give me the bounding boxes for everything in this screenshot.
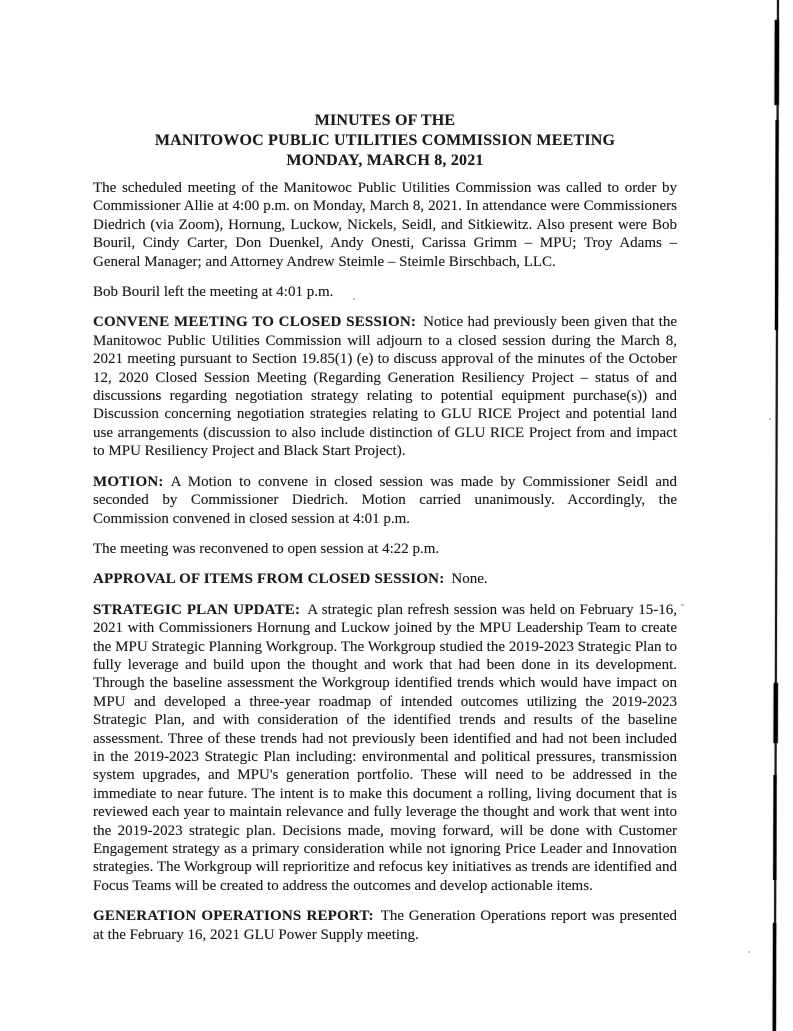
paragraph-strategic-plan-update xyxy=(93,601,677,896)
paragraph-heading: STRATEGIC PLAN UPDATE: xyxy=(93,601,301,618)
paragraph-bouril-left xyxy=(93,283,677,301)
paragraph-convene-closed-session xyxy=(93,313,677,460)
paragraph-heading: GENERATION OPERATIONS REPORT: xyxy=(93,908,374,925)
scan-blob xyxy=(774,683,778,743)
paragraph-text: Bob Bouril left the meeting at 4:01 p.m. xyxy=(93,284,334,301)
document-body xyxy=(93,111,677,956)
paragraph-text: A strategic plan refresh session was held on February 15-16, 2021 with Commissioners Hornung and Luckow joined by the MPU Leadership Team to create the MPU Strategic Planning Workgroup. The Workgroup studied the 2019-2023 Strategic Plan to fully leverage and build upon the thought and work that had been done in its development. Through the baseline assessment the Workgroup identified trends which would have impact on MPU and developed a three-year roadmap of intended outcomes utilizing the 2019-2023 Strategic Plan, and with consideration of the identified trends and results of the baseline assessment. Three of these trends had not previously been identified and had not been included in the 2019-2023 Strategic Plan including: environmental and political pressures, transmission system upgrades, and MPU's generation portfolio. These will need to be addressed in the immediate to near future. The intent is to make this document a rolling, living document that is reviewed each year to maintain relevance and fully leverage the thought and work that went into the 2019-2023 strategic plan. Decisions made, moving forward, will be done with Customer Engagement strategy as a primary consideration while not ignoring Price Leader and Innovation strategies. The Workgroup will reprioritize and refocus key initiatives as trends are identified and Focus Teams will be created to address the outcomes and develop actionable items. xyxy=(93,601,677,894)
paragraph-text: A Motion to convene in closed session was made by Commissioner Seidl and seconded by Commissioner Diedrich. Motion carried unanimously. Accordingly, the Commission convened in closed session at 4:01 p.m. xyxy=(93,473,677,527)
paragraph-motion xyxy=(93,473,677,528)
title-line-1: MINUTES OF THE xyxy=(314,112,456,129)
scan-blob xyxy=(775,20,779,105)
title-line-2: MANITOWOC PUBLIC UTILITIES COMMISSION MEETING xyxy=(154,132,616,149)
title-line-3: MONDAY, MARCH 8, 2021 xyxy=(286,152,484,169)
paragraph-heading: APPROVAL OF ITEMS FROM CLOSED SESSION: xyxy=(93,571,445,588)
scan-blob xyxy=(775,120,779,330)
document-title xyxy=(93,111,677,171)
paragraph-approval-closed-session xyxy=(93,570,677,588)
scan-blob xyxy=(772,923,776,1031)
paragraph-text: None. xyxy=(451,571,488,588)
paragraph-heading: MOTION: xyxy=(93,473,164,490)
scan-speck xyxy=(748,951,750,953)
paragraph-text: The Generation Operations report was presented at the February 16, 2021 GLU Power Supply meeting. xyxy=(93,908,677,943)
paragraph-call-to-order xyxy=(93,179,677,271)
paragraph-text: The meeting was reconvened to open session at 4:22 p.m. xyxy=(93,540,440,557)
paragraph-reconvened xyxy=(93,540,677,558)
scan-blob xyxy=(773,775,776,880)
paragraph-text: Notice had previously been given that the Manitowoc Public Utilities Commission will adjourn to a closed session during the March 8, 2021 meeting pursuant to Section 19.85(1) (e) to discuss approval of the minutes of the October 12, 2020 Closed Session Meeting (Regarding Generation Resiliency Project – status of and discussions regarding negotiation strategy relating to potential equipment purchase(s)) and Discussion concerning negotiation strategies relating to GLU RICE Project and potential land use arrangements (discussion to also include distinction of GLU RICE Project from and impact to MPU Resiliency Project and Black Start Project). xyxy=(93,314,677,460)
paragraph-generation-operations-report xyxy=(93,907,677,944)
scan-speck xyxy=(353,298,355,300)
paragraph-text: The scheduled meeting of the Manitowoc Public Utilities Commission was called to order by Commissioner Allie at 4:00 p.m. on Monday, March 8, 2021. In attendance were Commissioners Diedrich (via Zoom), Hornung, Luckow, Nickels, Seidl, and Sitkiewitz. Also present were Bob Bouril, Cindy Carter, Don Duenkel, Andy Onesti, Carissa Grimm – MPU; Troy Adams – General Manager; and Attorney Andrew Steimle – Steimle Birschbach, LLC. xyxy=(93,180,677,270)
paragraph-heading: CONVENE MEETING TO CLOSED SESSION: xyxy=(93,314,417,331)
scan-speck xyxy=(769,418,771,420)
scan-edge-line-artifact xyxy=(774,0,779,1031)
scan-speck xyxy=(681,604,684,606)
